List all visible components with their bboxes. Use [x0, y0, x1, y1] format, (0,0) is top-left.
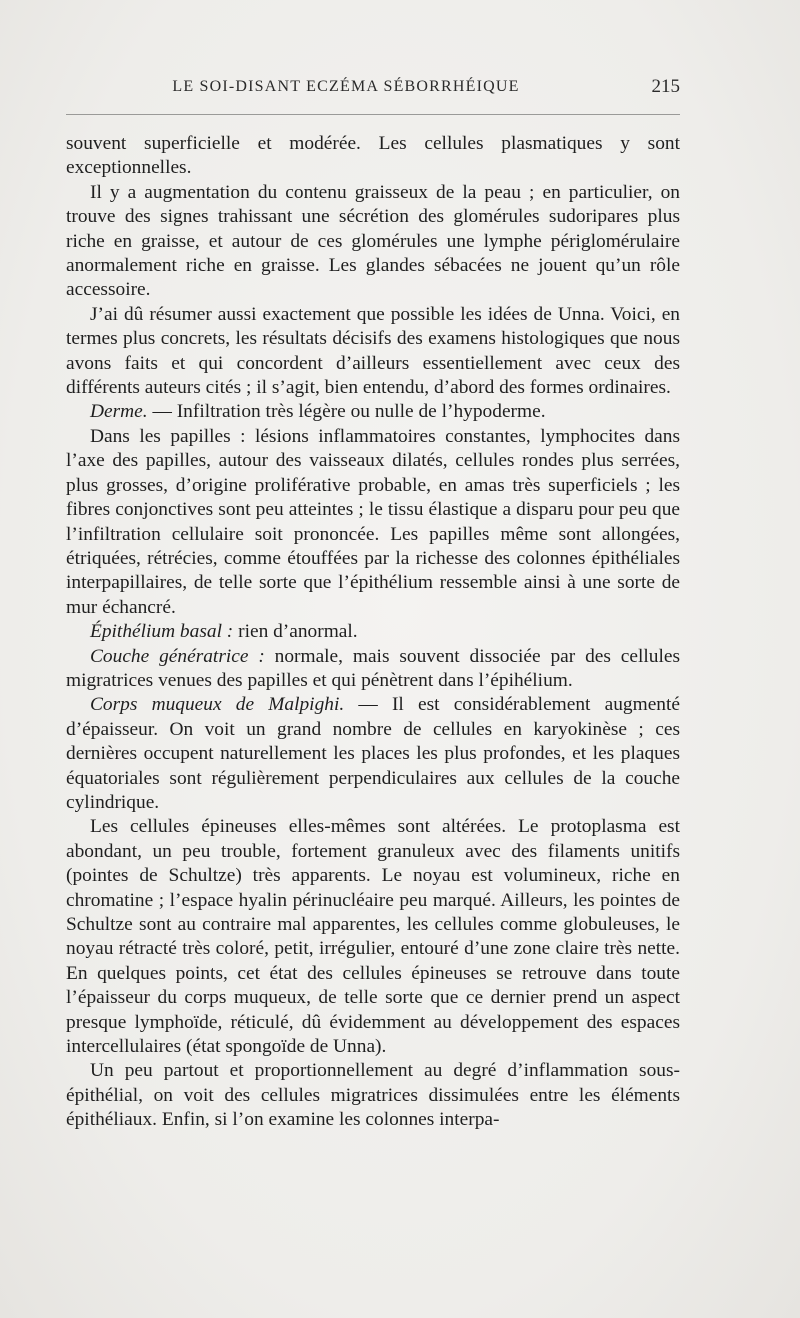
page-number: 215 [651, 76, 680, 97]
section-heading-derme: Derme. [90, 401, 148, 423]
section-heading-epithelium-basal: Épithélium basal : [90, 621, 234, 643]
paragraph-1 [66, 132, 680, 181]
paragraph-4 [66, 400, 680, 424]
paragraph-text: Les cellules épineuses elles-mêmes sont altérées. Le protoplasma est abondant, un peu trouble, fortement granuleux avec des filaments unitifs (pointes de Schultze) très apparents. Le noyau est volumineux, riche en chromatine ; l’espace hyalin périnucléaire peu marqué. Ailleurs, les pointes de Schultze sont au contraire mal apparentes, les cellules comme globuleuses, le noyau rétracté très coloré, petit, irrégulier, entouré d’une zone claire très nette. En quelques points, cet état des cellules épineuses se retrouve dans toute l’épaisseur du corps muqueux, de telle sorte que ce dernier prend un aspect presque lymphoïde, réticulé, dû évidemment au développement des espaces intercellulaires (état spongoïde de Unna). [66, 816, 680, 1058]
paragraph-text: — Il est considérablement augmenté d’épaisseur. On voit un grand nombre de cellules en karyokinèse ; ces dernières occupent naturellement les places les plus profondes, et les plaques équatoriales sont régulièrement perpendiculaires aux cellules de la couche cylindrique. [66, 694, 680, 813]
paragraph-6 [66, 620, 680, 644]
header-rule [66, 114, 680, 115]
paragraph-text: souvent superficielle et modérée. Les cellules plasmatiques y sont exceptionnelles. [66, 133, 680, 179]
paragraph-text: Il y a augmentation du contenu graisseux de la peau ; en particulier, on trouve des signes trahissant une sécrétion des glomérules sudoripares plus riche en graisse, et autour de ces glomérules une lymphe périglomérulaire anormalement riche en graisse. Les glandes sébacées ne jouent qu’un rôle accessoire. [66, 181, 680, 301]
paragraph-text: rien d’anormal. [233, 621, 358, 643]
paragraph-5 [66, 425, 680, 620]
section-heading-corps-muqueux: Corps muqueux de Malpighi. [90, 694, 345, 716]
paragraph-text: Dans les papilles : lésions inflammatoires constantes, lymphocites dans l’axe des papilles, autour des vaisseaux dilatés, cellules rondes plus serrées, plus grosses, d’origine proliférative probable, en amas très superficiels ; les fibres conjonctives sont peu atteintes ; le tissu élastique a disparu pour peu que l’infiltration cellulaire soit prononcée. Les papilles même sont allongées, étriquées, rétrécies, comme étouffées par la richesse des colonnes épithéliales interpapillaires, de telle sorte que l’épithélium ressemble ainsi à une sorte de mur échancré. [66, 425, 680, 618]
paragraph-7 [66, 645, 680, 694]
paragraph-8 [66, 693, 680, 815]
paragraph-text: normale, mais souvent dissociée par des cellules migratrices venues des papilles et qui pénètrent dans l’épihélium. [66, 645, 680, 691]
paragraph-text: J’ai dû résumer aussi exactement que possible les idées de Unna. Voici, en termes plus concrets, les résultats décisifs des examens histologiques que nous avons faits et qui concordent d’ailleurs essentiellement avec ceux des différents auteurs cités ; il s’agit, bien entendu, d’abord des formes ordinaires. [66, 303, 680, 399]
paragraph-10 [66, 1059, 680, 1132]
paragraph-2 [66, 181, 680, 303]
paragraph-text: — Infiltration très légère ou nulle de l’hypoderme. [147, 401, 546, 423]
running-title: LE SOI-DISANT ECZÉMA SÉBORRHÉIQUE [172, 78, 520, 95]
page-header [66, 76, 680, 102]
body-text [66, 132, 680, 1133]
section-heading-couche-generatrice: Couche génératrice : [90, 645, 265, 667]
paragraph-text: Un peu partout et proportionnellement au degré d’inflammation sous-épithélial, on voit des cellules migratrices dissimulées entre les éléments épithéliaux. Enfin, si l’on examine les colonnes interpa- [66, 1060, 680, 1131]
paragraph-9 [66, 815, 680, 1059]
paragraph-3 [66, 303, 680, 401]
